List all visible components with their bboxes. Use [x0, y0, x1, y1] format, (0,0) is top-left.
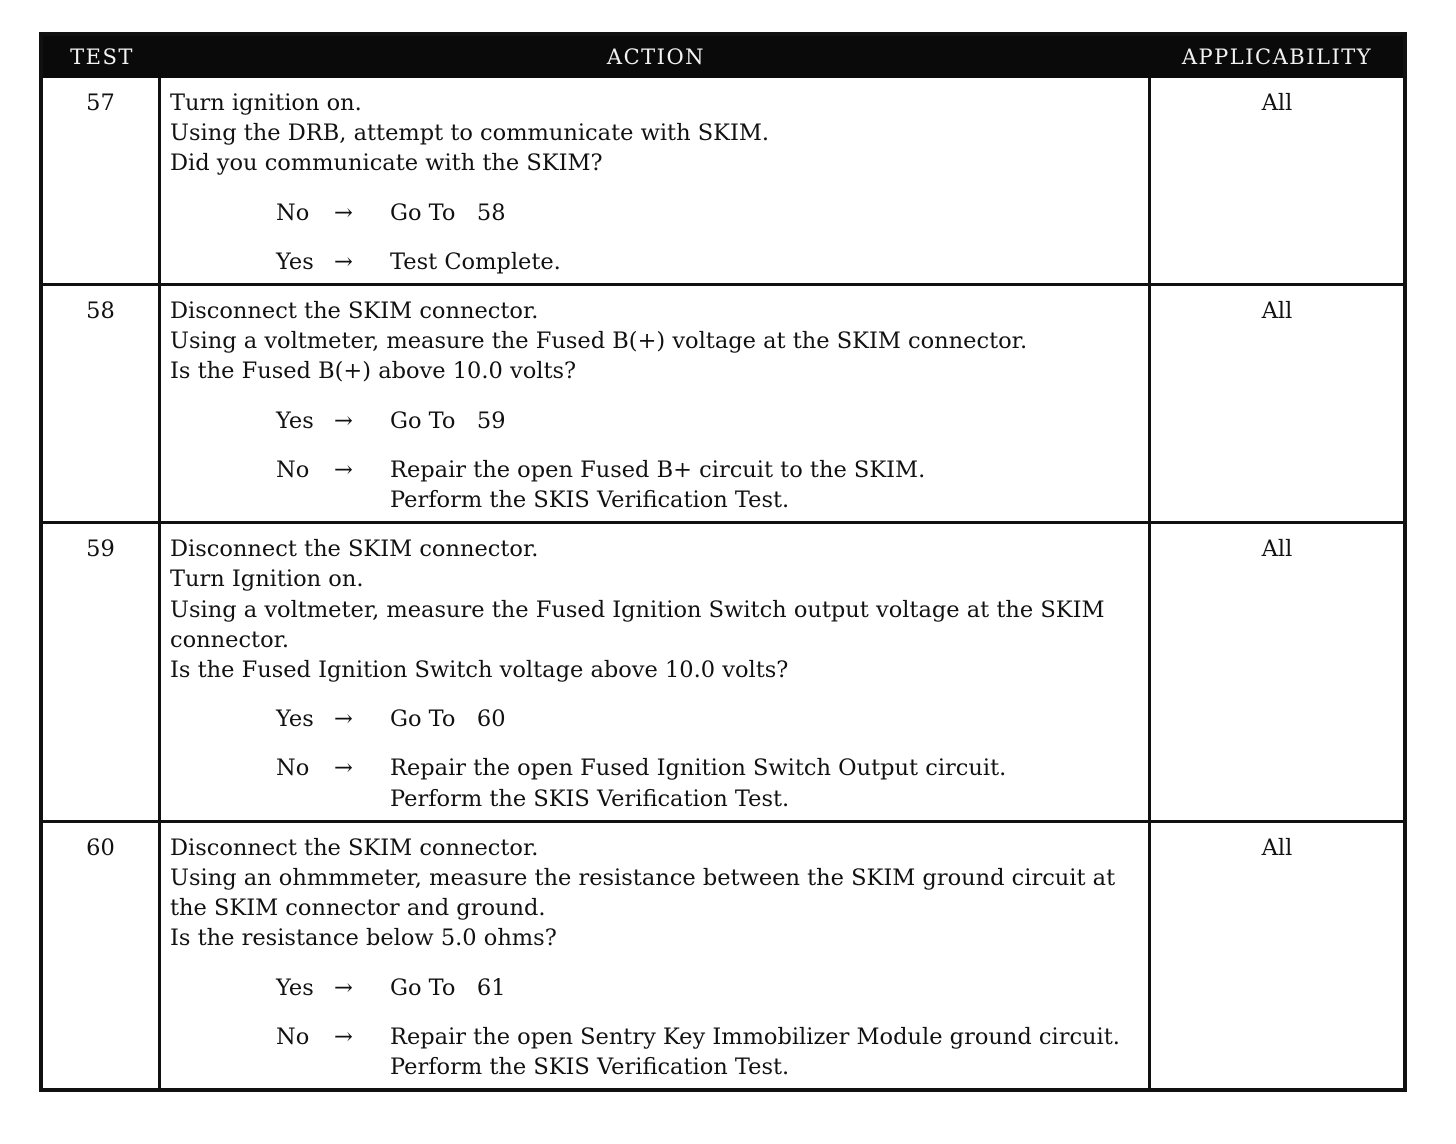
arrow-right-icon: → — [334, 199, 353, 226]
result-line: Perform the SKIS Verification Test. — [390, 785, 790, 812]
outcome-answer: No — [276, 755, 310, 782]
action-step: Disconnect the SKIM connector. — [170, 536, 539, 563]
outcomes — [170, 704, 1142, 814]
applicability: All — [1261, 90, 1293, 116]
action-step: Using an ohmmmeter, measure the resistance between the SKIM ground circuit at — [170, 865, 1116, 892]
action-step: Using a voltmeter, measure the Fused B(+) voltage at the SKIM connector. — [170, 328, 1028, 355]
arrow-right-icon: → — [334, 248, 353, 275]
arrow-right-icon: → — [334, 407, 353, 434]
outcome-result — [390, 455, 925, 515]
outcome-answer: No — [276, 199, 310, 226]
test-number: 60 — [43, 823, 161, 1088]
outcome-no — [276, 1022, 1142, 1082]
result-line: Perform the SKIS Verification Test. — [390, 487, 790, 514]
table-row — [43, 283, 1403, 521]
table-row — [43, 820, 1403, 1088]
arrow-right-icon: → — [334, 456, 353, 483]
outcome-result — [390, 198, 506, 228]
action-step: Is the Fused B(+) above 10.0 volts? — [170, 358, 577, 385]
action-step: Did you communicate with the SKIM? — [170, 150, 603, 177]
table-row — [43, 78, 1403, 283]
action-cell — [161, 78, 1151, 283]
outcome-result — [390, 704, 506, 734]
result-line: Perform the SKIS Verification Test. — [390, 1054, 790, 1081]
action-step: Turn Ignition on. — [170, 566, 364, 593]
applicability: All — [1261, 536, 1293, 563]
header-test: TEST — [70, 45, 134, 69]
arrow-right-icon: → — [334, 755, 353, 782]
outcomes — [170, 973, 1142, 1083]
outcome-result — [390, 406, 506, 436]
action-step: Is the resistance below 5.0 ohms? — [170, 925, 557, 952]
result-line: Go To 61 — [390, 974, 506, 1001]
action-step: Using the DRB, attempt to communicate with SKIM. — [170, 120, 770, 147]
header-applicability: APPLICABILITY — [1181, 45, 1373, 69]
action-step: connector. — [170, 626, 290, 653]
outcome-no — [276, 455, 1142, 515]
action-cell — [161, 524, 1151, 820]
action-step: Disconnect the SKIM connector. — [170, 298, 539, 325]
action-step: the SKIM connector and ground. — [170, 895, 546, 922]
outcome-yes — [276, 704, 1142, 734]
result-line: Go To 59 — [390, 407, 506, 434]
outcome-answer: Yes — [276, 706, 314, 733]
result-line: Repair the open Fused B+ circuit to the SKIM. — [390, 456, 926, 483]
table-header — [43, 36, 1403, 78]
outcome-yes — [276, 247, 1142, 277]
outcome-answer: No — [276, 1023, 310, 1050]
outcome-result — [390, 973, 506, 1003]
action-step: Is the Fused Ignition Switch voltage above 10.0 volts? — [170, 657, 789, 684]
action-step: Turn ignition on. — [170, 90, 362, 116]
outcome-answer: Yes — [276, 974, 314, 1001]
test-number: 57 — [43, 78, 161, 283]
result-line: Repair the open Fused Ignition Switch Output circuit. — [390, 755, 1007, 782]
result-line: Go To 60 — [390, 706, 506, 733]
arrow-right-icon: → — [334, 706, 353, 733]
applicability: All — [1261, 298, 1293, 325]
arrow-right-icon: → — [334, 974, 353, 1001]
action-cell — [161, 823, 1151, 1088]
action-step: Disconnect the SKIM connector. — [170, 834, 539, 861]
outcome-yes — [276, 973, 1142, 1003]
action-cell — [161, 286, 1151, 521]
outcome-result — [390, 247, 561, 277]
outcomes — [170, 406, 1142, 516]
table-row — [43, 521, 1403, 820]
header-action: ACTION — [606, 45, 706, 69]
outcome-no — [276, 753, 1142, 813]
test-number: 58 — [43, 286, 161, 521]
outcome-result — [390, 753, 1006, 813]
outcome-result — [390, 1022, 1120, 1082]
outcome-answer: Yes — [276, 407, 314, 434]
arrow-right-icon: → — [334, 1023, 353, 1050]
outcome-yes — [276, 406, 1142, 436]
outcomes — [170, 198, 1142, 277]
outcome-no — [276, 198, 1142, 228]
outcome-answer: No — [276, 456, 310, 483]
applicability: All — [1261, 834, 1293, 861]
table-body — [43, 78, 1403, 1088]
result-line: Go To 58 — [390, 199, 506, 226]
diagnostic-table — [39, 32, 1407, 1092]
action-step: Using a voltmeter, measure the Fused Ignition Switch output voltage at the SKIM — [170, 596, 1105, 623]
result-line: Test Complete. — [390, 248, 561, 275]
result-line: Repair the open Sentry Key Immobilizer Module ground circuit. — [390, 1023, 1120, 1050]
outcome-answer: Yes — [276, 248, 314, 275]
test-number: 59 — [43, 524, 161, 820]
